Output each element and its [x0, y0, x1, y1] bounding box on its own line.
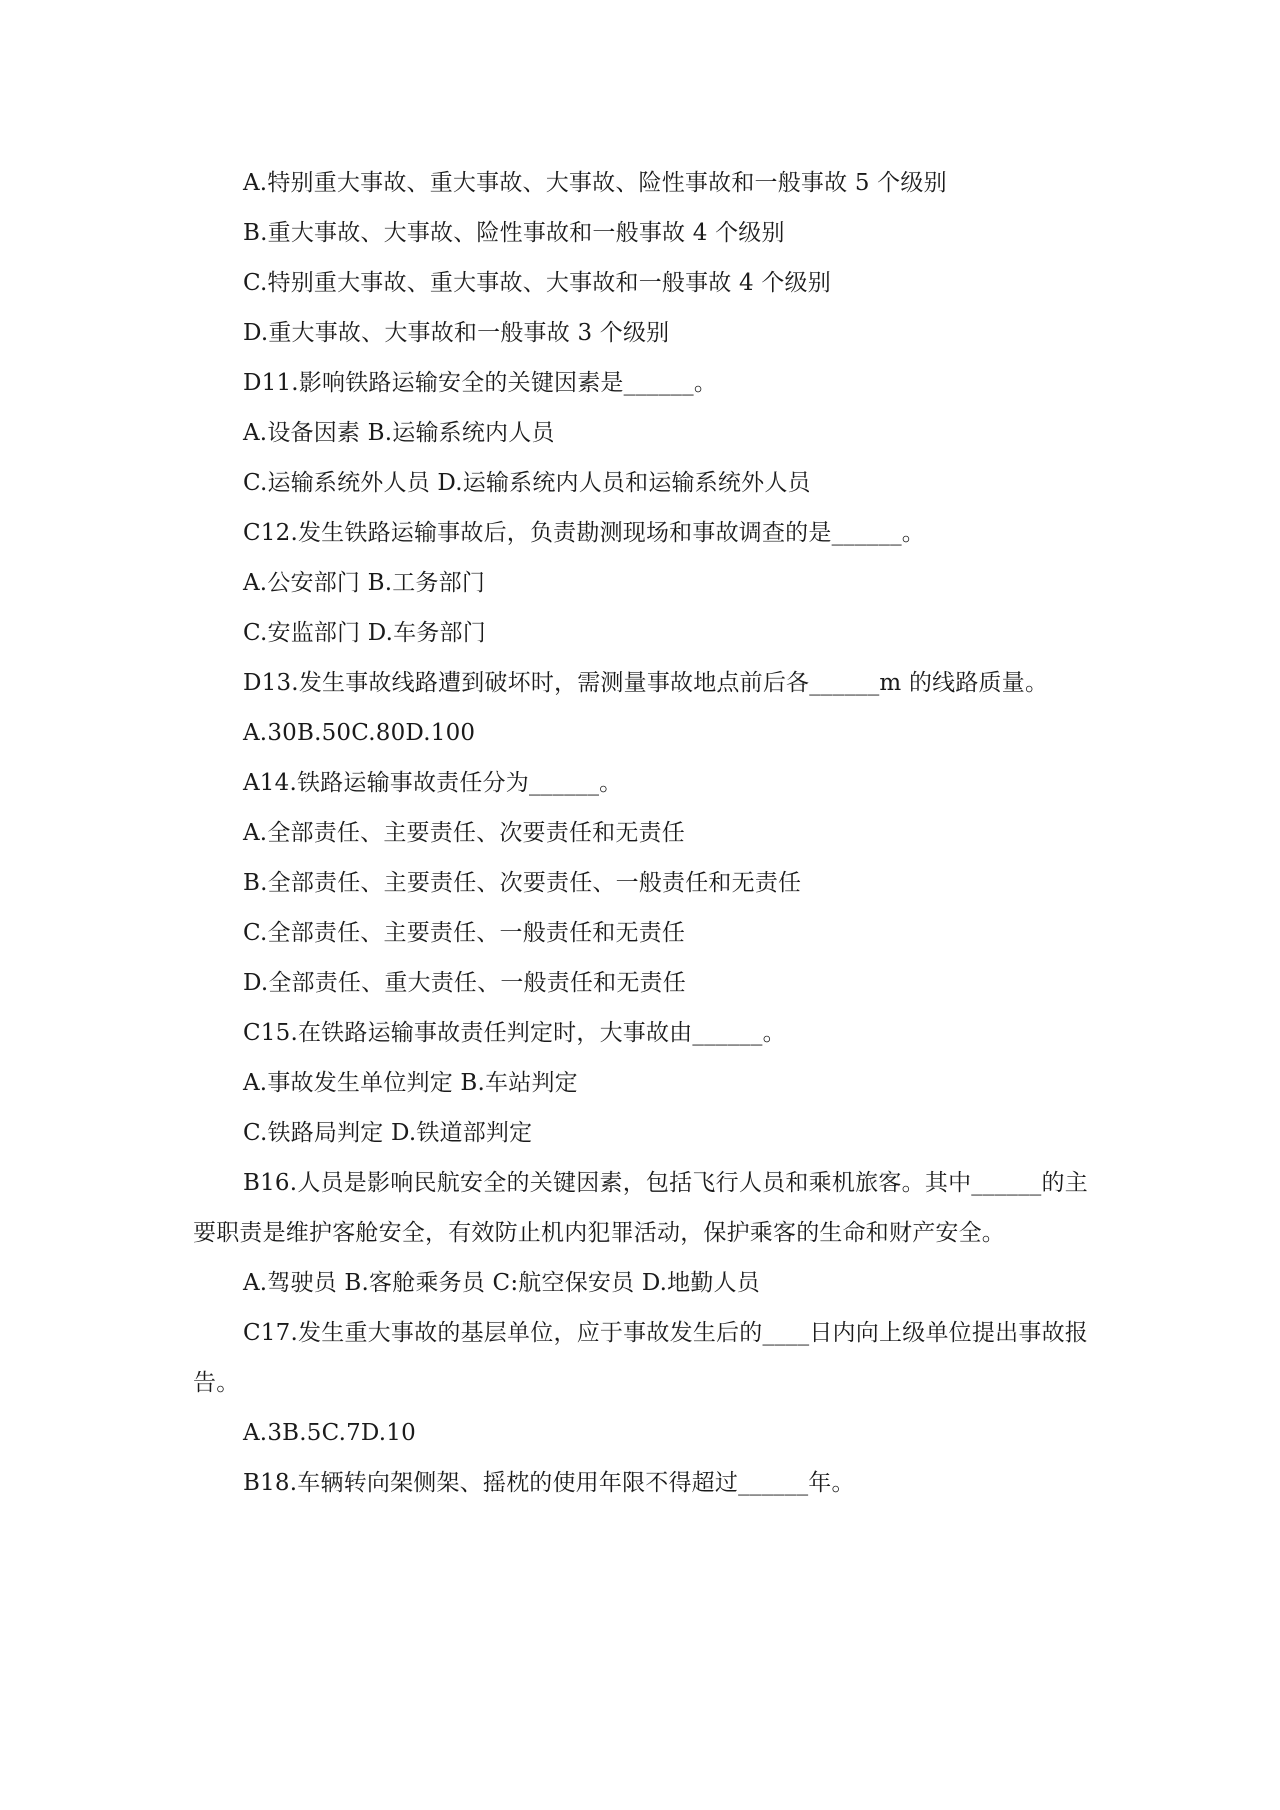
option-line: C.运输系统外人员 D.运输系统内人员和运输系统外人员 [243, 470, 811, 496]
question-15: C15.在铁路运输事故责任判定时，大事故由______。 [243, 1020, 786, 1046]
option-line: A.特别重大事故、重大事故、大事故、险性事故和一般事故 5 个级别 [243, 170, 947, 196]
option-line: A.公安部门 B.工务部门 [243, 570, 486, 596]
option-line: C.铁路局判定 D.铁道部判定 [243, 1120, 533, 1146]
question-18: B18.车辆转向架侧架、摇枕的使用年限不得超过______年。 [243, 1470, 855, 1496]
option-line: A.3B.5C.7D.10 [243, 1420, 416, 1446]
question-12: C12.发生铁路运输事故后，负责勘测现场和事故调查的是______。 [243, 520, 925, 546]
option-line: B.重大事故、大事故、险性事故和一般事故 4 个级别 [243, 220, 785, 246]
option-line: C.特别重大事故、重大事故、大事故和一般事故 4 个级别 [243, 270, 831, 296]
question-list [193, 158, 1088, 1508]
option-line: A.全部责任、主要责任、次要责任和无责任 [243, 820, 685, 846]
question-17: C17.发生重大事故的基层单位，应于事故发生后的____日内向上级单位提出事故报告。 [193, 1320, 1088, 1396]
question-11: D11.影响铁路运输安全的关键因素是______。 [243, 370, 718, 396]
option-line: A.设备因素 B.运输系统内人员 [243, 420, 555, 446]
question-14: A14.铁路运输事故责任分为______。 [243, 770, 623, 796]
option-line: C.安监部门 D.车务部门 [243, 620, 486, 646]
option-line: B.全部责任、主要责任、次要责任、一般责任和无责任 [243, 870, 802, 896]
option-line: D.重大事故、大事故和一般事故 3 个级别 [243, 320, 670, 346]
question-16: B16.人员是影响民航安全的关键因素，包括飞行人员和乘机旅客。其中______的主要职责是维护客舱安全，有效防止机内犯罪活动，保护乘客的生命和财产安全。 [193, 1170, 1088, 1246]
option-line: C.全部责任、主要责任、一般责任和无责任 [243, 920, 686, 946]
question-13: D13.发生事故线路遭到破坏时，需测量事故地点前后各______m 的线路质量。 [243, 670, 1049, 696]
option-line: D.全部责任、重大责任、一般责任和无责任 [243, 970, 686, 996]
option-line: A.驾驶员 B.客舱乘务员 C:航空保安员 D.地勤人员 [243, 1270, 760, 1296]
option-line: A.30B.50C.80D.100 [243, 720, 476, 746]
option-line: A.事故发生单位判定 B.车站判定 [243, 1070, 578, 1096]
